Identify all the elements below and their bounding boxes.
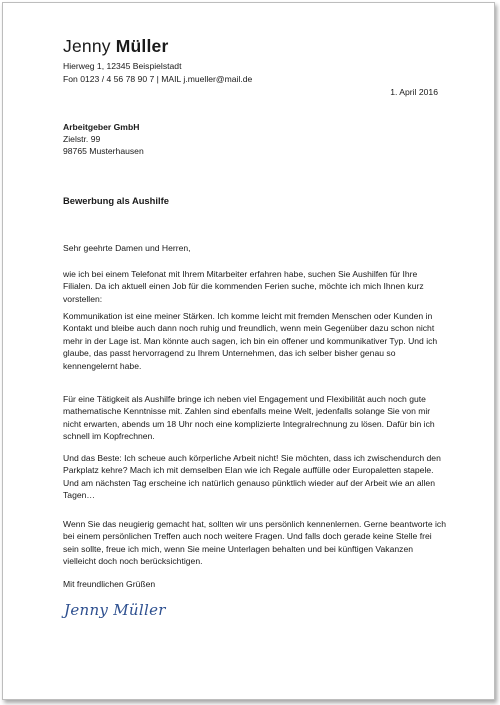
paragraph-communication: Kommunikation ist eine meiner Stärken. Ich komme leicht mit fremden Menschen oder Kunden in Kontakt und bleibe auch dann noch ruhig und freundlich, wenn mein Gegenüber dazu schon nicht mehr in der Lage ist. Man könnte auch sagen, ich bin ein offener und kommunikativer Typ. Und ich glaube, das passt hervorragend zu Ihrem Unternehmen, das ich selber bisher genau so kennengelernt habe. — [63, 311, 438, 371]
sender-name — [63, 36, 169, 57]
closing-phrase: Mit freundlichen Grüßen — [63, 579, 156, 589]
letter-date: 1. April 2016 — [390, 87, 438, 97]
paragraph-intro: wie ich bei einem Telefonat mit Ihrem Mitarbeiter erfahren habe, suchen Sie Aushilfen für Ihre Filialen. Da ich aktuell einen Job für die kommenden Ferien suche, möchte ich mich Ihnen kurz vorstellen: — [63, 269, 424, 304]
letter-page — [2, 2, 495, 700]
sender-last-name: Müller — [115, 36, 169, 56]
handwritten-signature: Jenny Müller — [64, 601, 166, 619]
recipient-company: Arbeitgeber GmbH — [63, 122, 140, 132]
letter-subject: Bewerbung als Aushilfe — [63, 195, 169, 206]
sender-contact: Fon 0123 / 4 56 78 90 7 | MAIL j.mueller@mail.de — [63, 74, 253, 84]
paragraph-physical-work: Und das Beste: Ich scheue auch körperliche Arbeit nicht! Sie möchten, dass ich zwischendurch den Parkplatz kehre? Mach ich mit demselben Elan wie ich Regale auffülle oder Europaletten stapele. Und am nächsten Tag erscheine ich natürlich genauso pünktlich wieder auf der Arbeit wie an allen Tagen… — [63, 453, 441, 501]
sender-first-name: Jenny — [63, 36, 111, 56]
recipient-street: Zielstr. 99 — [63, 134, 101, 144]
paragraph-closing-request: Wenn Sie das neugierig gemacht hat, sollten wir uns persönlich kennenlernen. Gerne beantworte ich bei einem persönlichen Treffen auch noch weitere Fragen. Und falls doch gerade keine Stelle frei sein sollte, freue ich mich, wenn Sie meine Unterlagen behalten und bei künftigen Vakanzen vielleicht doch noch berücksichtigen. — [63, 519, 446, 567]
sender-address: Hierweg 1, 12345 Beispielstadt — [63, 61, 182, 71]
recipient-city: 98765 Musterhausen — [63, 146, 144, 156]
salutation: Sehr geehrte Damen und Herren, — [63, 243, 191, 253]
paragraph-skills: Für eine Tätigkeit als Aushilfe bringe ich neben viel Engagement und Flexibilität auch noch gute mathematische Kenntnisse mit. Zahlen sind ebenfalls meine Welt, jedenfalls solange Sie von mir nicht erwarten, abends um 18 Uhr noch eine komplizierte Integralrechnung zu lösen. Dafür bin ich schnell im Kopfrechnen. — [63, 394, 435, 442]
